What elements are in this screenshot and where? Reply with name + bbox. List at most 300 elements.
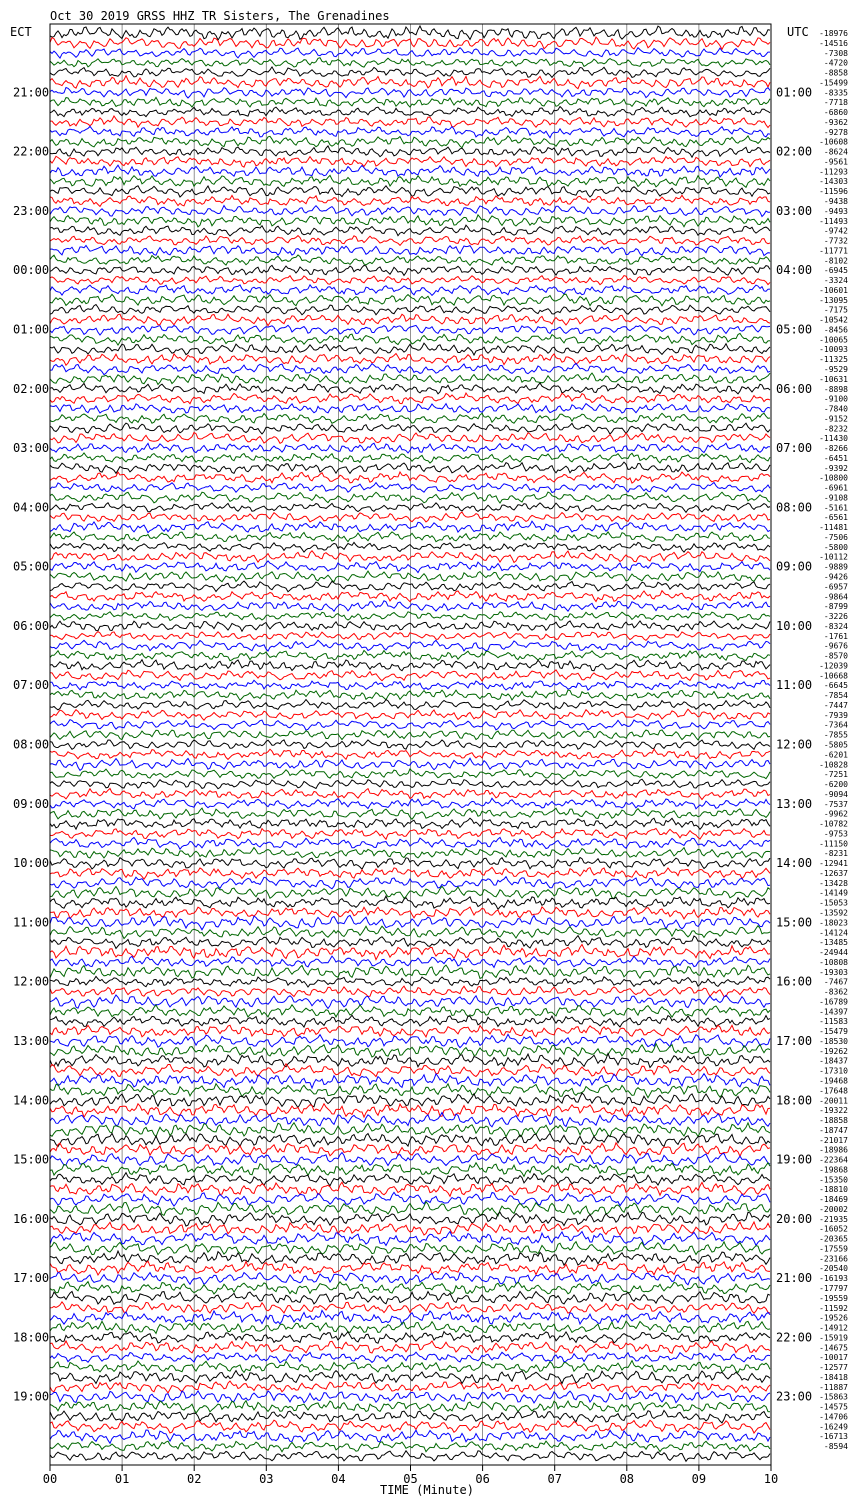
trace-row-100 [50, 1015, 770, 1027]
row-count-label: -6200 [823, 780, 848, 790]
row-count-label: -7855 [823, 730, 848, 740]
row-count-label: -11583 [819, 1017, 848, 1027]
trace-row-17 [50, 195, 770, 206]
row-count-label: -9278 [823, 127, 848, 137]
trace-row-18 [50, 206, 770, 217]
trace-row-144 [50, 1451, 770, 1462]
trace-row-25 [50, 276, 770, 285]
trace-row-27 [50, 294, 770, 306]
row-count-label: -12637 [819, 868, 848, 878]
right-hour-label: 12:00 [776, 737, 813, 752]
trace-row-79 [50, 808, 770, 819]
trace-row-83 [50, 848, 770, 858]
trace-row-105 [50, 1064, 770, 1077]
x-tick-label-08: 08 [619, 1472, 635, 1486]
trace-row-49 [50, 512, 770, 522]
row-count-label: -14516 [819, 38, 848, 48]
trace-row-138 [50, 1391, 770, 1403]
trace-row-93 [50, 945, 770, 960]
trace-row-68 [50, 700, 770, 711]
row-count-label: -9889 [823, 562, 848, 572]
left-axis-title: ECT [10, 25, 32, 39]
row-count-label: -19322 [819, 1106, 848, 1116]
row-count-label: -10782 [819, 819, 848, 829]
trace-row-16 [50, 186, 770, 197]
row-count-label: -20011 [819, 1096, 848, 1106]
left-hour-label: 18:00 [13, 1330, 50, 1345]
row-count-label: -18023 [819, 918, 848, 928]
trace-row-136 [50, 1371, 770, 1384]
trace-row-60 [50, 621, 770, 631]
row-count-label: -15053 [819, 898, 848, 908]
trace-row-66 [50, 680, 770, 690]
row-count-label: -11592 [819, 1303, 848, 1313]
row-count-label: -5161 [823, 503, 848, 513]
trace-row-46 [50, 483, 770, 493]
trace-row-125 [50, 1261, 770, 1275]
left-hour-label: 05:00 [13, 559, 50, 574]
row-count-label: -21935 [819, 1214, 848, 1224]
trace-row-15 [50, 175, 770, 187]
trace-row-106 [50, 1074, 770, 1088]
right-hour-label: 06:00 [776, 381, 813, 396]
row-count-label: -7939 [823, 710, 848, 720]
trace-row-50 [50, 521, 770, 532]
x-axis-label: TIME (Minute) [380, 1483, 474, 1497]
trace-row-99 [50, 1005, 770, 1017]
row-count-label: -9742 [823, 226, 848, 236]
trace-row-26 [50, 285, 770, 296]
row-count-label: -11596 [819, 187, 848, 197]
trace-row-4 [50, 67, 770, 78]
row-count-label: -6451 [823, 453, 848, 463]
row-count-label: -8266 [823, 444, 848, 454]
trace-row-12 [50, 146, 770, 157]
row-count-label: -7447 [823, 700, 848, 710]
trace-row-111 [50, 1123, 770, 1137]
trace-row-82 [50, 837, 770, 849]
right-hour-label: 02:00 [776, 144, 813, 159]
row-count-label: -18976 [819, 29, 848, 38]
row-count-label: -9561 [823, 157, 848, 167]
trace-row-110 [50, 1113, 770, 1127]
row-count-label: -10808 [819, 957, 848, 967]
trace-row-6 [50, 88, 770, 99]
row-count-label: -12577 [819, 1363, 848, 1373]
left-hour-label: 08:00 [13, 737, 50, 752]
trace-row-85 [50, 867, 770, 879]
row-count-label: -8799 [823, 602, 848, 612]
row-count-label: -13428 [819, 878, 848, 888]
row-count-label: -19526 [819, 1313, 848, 1323]
row-count-label: -10017 [819, 1353, 848, 1363]
trace-row-95 [50, 965, 770, 978]
trace-row-72 [50, 740, 770, 749]
trace-row-0 [50, 26, 770, 40]
row-count-label: -9438 [823, 196, 848, 206]
left-hour-label: 21:00 [13, 85, 50, 100]
right-hour-label: 17:00 [776, 1033, 813, 1048]
trace-row-32 [50, 343, 770, 355]
left-hour-label: 02:00 [13, 381, 50, 396]
trace-row-75 [50, 769, 770, 779]
row-count-label: -7467 [823, 977, 848, 987]
trace-row-47 [50, 492, 770, 503]
x-tick-label-06: 06 [475, 1472, 490, 1486]
row-count-label: -9676 [823, 641, 848, 651]
trace-row-67 [50, 690, 770, 700]
row-count-label: -3324 [823, 276, 848, 286]
trace-row-21 [50, 236, 770, 246]
row-count-label: -14303 [819, 177, 848, 187]
row-count-label: -18437 [819, 1056, 848, 1066]
left-hour-label: 12:00 [13, 974, 50, 989]
row-count-label: -5805 [823, 740, 848, 750]
row-count-label: -16249 [819, 1422, 848, 1432]
row-count-label: -14397 [819, 1007, 848, 1017]
row-count-label: -9529 [823, 364, 848, 374]
row-count-label: -13592 [819, 908, 848, 918]
trace-row-19 [50, 215, 770, 227]
row-count-label: -11481 [819, 523, 848, 533]
row-count-label: -12039 [819, 661, 848, 671]
row-count-label: -22364 [819, 1155, 848, 1165]
row-count-label: -7840 [823, 404, 848, 414]
row-count-labels [819, 29, 848, 1451]
row-count-label: -24944 [819, 948, 848, 958]
left-hour-label: 00:00 [13, 263, 50, 278]
trace-row-127 [50, 1282, 770, 1294]
row-count-label: -14124 [819, 928, 848, 938]
row-count-label: -9426 [823, 572, 848, 582]
row-count-label: -14575 [819, 1402, 848, 1412]
right-hour-label: 19:00 [776, 1152, 813, 1167]
right-hour-label: 05:00 [776, 322, 813, 337]
row-count-label: -5800 [823, 542, 848, 552]
left-hour-label: 07:00 [13, 678, 50, 693]
trace-row-90 [50, 915, 770, 929]
right-hour-label: 22:00 [776, 1330, 813, 1345]
row-count-label: -7854 [823, 691, 848, 701]
trace-row-5 [50, 76, 770, 89]
trace-row-87 [50, 886, 770, 898]
row-count-label: -20540 [819, 1264, 848, 1274]
row-count-label: -14912 [819, 1323, 848, 1333]
row-count-label: -10608 [819, 137, 848, 147]
row-count-label: -14675 [819, 1343, 848, 1353]
row-count-label: -11293 [819, 167, 848, 177]
row-count-label: -8362 [823, 987, 848, 997]
trace-row-107 [50, 1084, 770, 1098]
trace-row-122 [50, 1232, 770, 1246]
trace-row-62 [50, 640, 770, 651]
left-hour-label: 15:00 [13, 1152, 50, 1167]
left-hour-label: 11:00 [13, 915, 50, 930]
x-tick-label-07: 07 [547, 1472, 562, 1486]
trace-row-9 [50, 116, 770, 128]
row-count-label: -9094 [823, 789, 848, 799]
x-tick-label-10: 10 [763, 1472, 779, 1486]
row-count-label: -7251 [823, 770, 848, 780]
row-count-label: -6860 [823, 108, 848, 118]
right-hour-label: 23:00 [776, 1389, 813, 1404]
trace-row-141 [50, 1420, 770, 1433]
trace-row-112 [50, 1133, 770, 1146]
row-count-label: -7364 [823, 720, 848, 730]
trace-row-20 [50, 225, 770, 236]
right-hour-label: 20:00 [776, 1211, 813, 1226]
row-count-label: -1761 [823, 631, 848, 641]
row-count-label: -14149 [819, 888, 848, 898]
row-count-label: -8570 [823, 651, 848, 661]
trace-row-80 [50, 818, 770, 829]
trace-row-104 [50, 1054, 770, 1068]
trace-row-14 [50, 165, 770, 177]
row-count-label: -18530 [819, 1036, 848, 1046]
row-count-label: -3226 [823, 612, 848, 622]
trace-row-78 [50, 798, 770, 809]
row-count-label: -8594 [823, 1442, 848, 1452]
right-hour-label: 03:00 [776, 203, 813, 218]
trace-row-86 [50, 877, 770, 889]
right-hour-label: 14:00 [776, 856, 813, 871]
row-count-label: -19303 [819, 967, 848, 977]
trace-row-73 [50, 749, 770, 759]
trace-row-53 [50, 551, 770, 563]
trace-row-76 [50, 779, 770, 789]
row-count-label: -7308 [823, 48, 848, 58]
trace-row-134 [50, 1352, 770, 1363]
row-count-label: -17559 [819, 1244, 848, 1254]
right-hour-label: 16:00 [776, 974, 813, 989]
row-count-label: -9362 [823, 117, 848, 127]
trace-row-61 [50, 632, 770, 641]
x-tick-label-02: 02 [186, 1472, 202, 1486]
trace-row-23 [50, 255, 770, 266]
row-count-label: -14706 [819, 1412, 848, 1422]
left-hour-label: 01:00 [13, 322, 50, 337]
row-count-label: -10631 [819, 374, 848, 384]
right-hour-label: 11:00 [776, 678, 813, 693]
trace-row-44 [50, 462, 770, 473]
row-count-label: -17310 [819, 1066, 848, 1076]
row-count-label: -9152 [823, 414, 848, 424]
row-count-label: -18986 [819, 1145, 848, 1155]
row-count-label: -6957 [823, 582, 848, 592]
trace-row-64 [50, 660, 770, 671]
trace-row-40 [50, 423, 770, 434]
row-count-label: -15479 [819, 1027, 848, 1037]
row-count-label: -8898 [823, 384, 848, 394]
left-hour-label: 16:00 [13, 1211, 50, 1226]
row-count-label: -9100 [823, 394, 848, 404]
trace-row-42 [50, 443, 770, 453]
row-count-label: -8231 [823, 849, 848, 859]
trace-row-108 [50, 1093, 770, 1108]
row-count-label: -10542 [819, 315, 848, 325]
right-hour-label: 07:00 [776, 441, 813, 456]
right-hour-label: 15:00 [776, 915, 813, 930]
trace-row-103 [50, 1044, 770, 1057]
right-hour-label: 08:00 [776, 500, 813, 515]
row-count-label: -15350 [819, 1175, 848, 1185]
trace-row-11 [50, 136, 770, 148]
trace-row-37 [50, 393, 770, 404]
left-hour-label: 14:00 [13, 1093, 50, 1108]
row-count-label: -21017 [819, 1135, 848, 1145]
row-count-label: -16193 [819, 1274, 848, 1284]
left-hour-label: 10:00 [13, 856, 50, 871]
trace-row-96 [50, 976, 770, 987]
trace-row-123 [50, 1242, 770, 1255]
left-hour-label: 03:00 [13, 441, 50, 456]
x-tick-label-09: 09 [691, 1472, 707, 1486]
trace-row-71 [50, 730, 770, 740]
x-tick-label-03: 03 [259, 1472, 274, 1486]
row-count-label: -7537 [823, 799, 848, 809]
row-count-label: -11887 [819, 1382, 848, 1392]
left-hour-labels [13, 85, 49, 1403]
trace-row-7 [50, 97, 770, 107]
trace-row-57 [50, 591, 770, 602]
row-count-label: -11430 [819, 434, 848, 444]
row-count-label: -8102 [823, 256, 848, 266]
row-count-label: -6961 [823, 483, 848, 493]
row-count-label: -9392 [823, 463, 848, 473]
row-count-label: -19868 [819, 1165, 848, 1175]
trace-row-84 [50, 858, 770, 870]
left-hour-label: 06:00 [13, 618, 50, 633]
trace-row-91 [50, 926, 770, 939]
row-count-label: -11325 [819, 355, 848, 365]
row-count-label: -9753 [823, 829, 848, 839]
trace-row-39 [50, 413, 770, 423]
left-hour-label: 22:00 [13, 144, 50, 159]
right-hour-labels [776, 85, 812, 1403]
row-count-label: -9962 [823, 809, 848, 819]
trace-row-69 [50, 709, 770, 720]
x-tick-label-01: 01 [114, 1472, 130, 1486]
row-count-label: -10093 [819, 345, 848, 355]
trace-row-115 [50, 1163, 770, 1177]
trace-row-30 [50, 325, 770, 335]
x-tick-label-00: 00 [42, 1472, 58, 1486]
trace-row-81 [50, 828, 770, 839]
trace-row-143 [50, 1441, 770, 1452]
row-count-label: -19468 [819, 1076, 848, 1086]
left-hour-label: 19:00 [13, 1389, 50, 1404]
trace-row-132 [50, 1332, 770, 1344]
left-hour-label: 09:00 [13, 796, 50, 811]
right-hour-label: 13:00 [776, 796, 813, 811]
row-count-label: -16052 [819, 1224, 848, 1234]
trace-row-135 [50, 1361, 770, 1373]
trace-row-101 [50, 1025, 770, 1037]
row-count-label: -8324 [823, 621, 848, 631]
row-count-label: -12941 [819, 859, 848, 869]
trace-row-70 [50, 720, 770, 731]
row-count-label: -7718 [823, 98, 848, 108]
trace-row-3 [50, 58, 770, 67]
row-count-label: -10828 [819, 760, 848, 770]
row-count-label: -8624 [823, 147, 848, 157]
trace-row-124 [50, 1251, 770, 1265]
trace-row-88 [50, 896, 770, 909]
trace-row-8 [50, 107, 770, 117]
trace-row-58 [50, 601, 770, 612]
row-count-label: -20365 [819, 1234, 848, 1244]
trace-row-89 [50, 907, 770, 919]
x-axis-ticks [43, 1465, 778, 1486]
left-hour-label: 04:00 [13, 500, 50, 515]
row-count-label: -23166 [819, 1254, 848, 1264]
row-count-label: -11493 [819, 216, 848, 226]
row-count-label: -7732 [823, 236, 848, 246]
row-count-label: -18747 [819, 1125, 848, 1135]
trace-row-120 [50, 1212, 770, 1226]
trace-row-34 [50, 363, 770, 374]
row-count-label: -18858 [819, 1116, 848, 1126]
row-count-label: -20002 [819, 1204, 848, 1214]
trace-row-97 [50, 986, 770, 997]
trace-row-1 [50, 37, 770, 49]
row-count-label: -10601 [819, 285, 848, 295]
row-count-label: -8232 [823, 424, 848, 434]
row-count-label: -8335 [823, 88, 848, 98]
trace-row-29 [50, 314, 770, 326]
right-hour-label: 10:00 [776, 618, 813, 633]
trace-row-45 [50, 472, 770, 483]
row-count-label: -16789 [819, 997, 848, 1007]
trace-row-10 [50, 126, 770, 137]
trace-row-24 [50, 265, 770, 275]
trace-row-59 [50, 612, 770, 621]
right-hour-label: 21:00 [776, 1271, 813, 1286]
row-count-label: -17797 [819, 1284, 848, 1294]
row-count-label: -18810 [819, 1185, 848, 1195]
row-count-label: -8858 [823, 68, 848, 78]
trace-row-77 [50, 789, 770, 800]
row-count-label: -17648 [819, 1086, 848, 1096]
row-count-label: -10800 [819, 473, 848, 483]
trace-row-51 [50, 532, 770, 542]
trace-row-52 [50, 542, 770, 552]
right-hour-label: 04:00 [776, 263, 813, 278]
x-tick-label-05: 05 [403, 1472, 418, 1486]
trace-row-126 [50, 1273, 770, 1285]
row-count-label: -16713 [819, 1432, 848, 1442]
row-count-label: -10668 [819, 671, 848, 681]
trace-row-38 [50, 404, 770, 413]
right-hour-label: 01:00 [776, 85, 813, 100]
right-hour-label: 18:00 [776, 1093, 813, 1108]
row-count-label: -6561 [823, 513, 848, 523]
trace-row-35 [50, 373, 770, 384]
row-count-label: -8456 [823, 325, 848, 335]
row-count-label: -15919 [819, 1333, 848, 1343]
row-count-label: -9493 [823, 206, 848, 216]
trace-row-63 [50, 651, 770, 661]
trace-row-31 [50, 333, 770, 345]
trace-row-128 [50, 1291, 770, 1304]
trace-row-94 [50, 956, 770, 967]
right-hour-label: 09:00 [776, 559, 813, 574]
row-count-label: -7175 [823, 305, 848, 315]
trace-row-22 [50, 246, 770, 256]
row-count-label: -4720 [823, 58, 848, 68]
row-count-label: -19262 [819, 1046, 848, 1056]
trace-row-33 [50, 354, 770, 366]
